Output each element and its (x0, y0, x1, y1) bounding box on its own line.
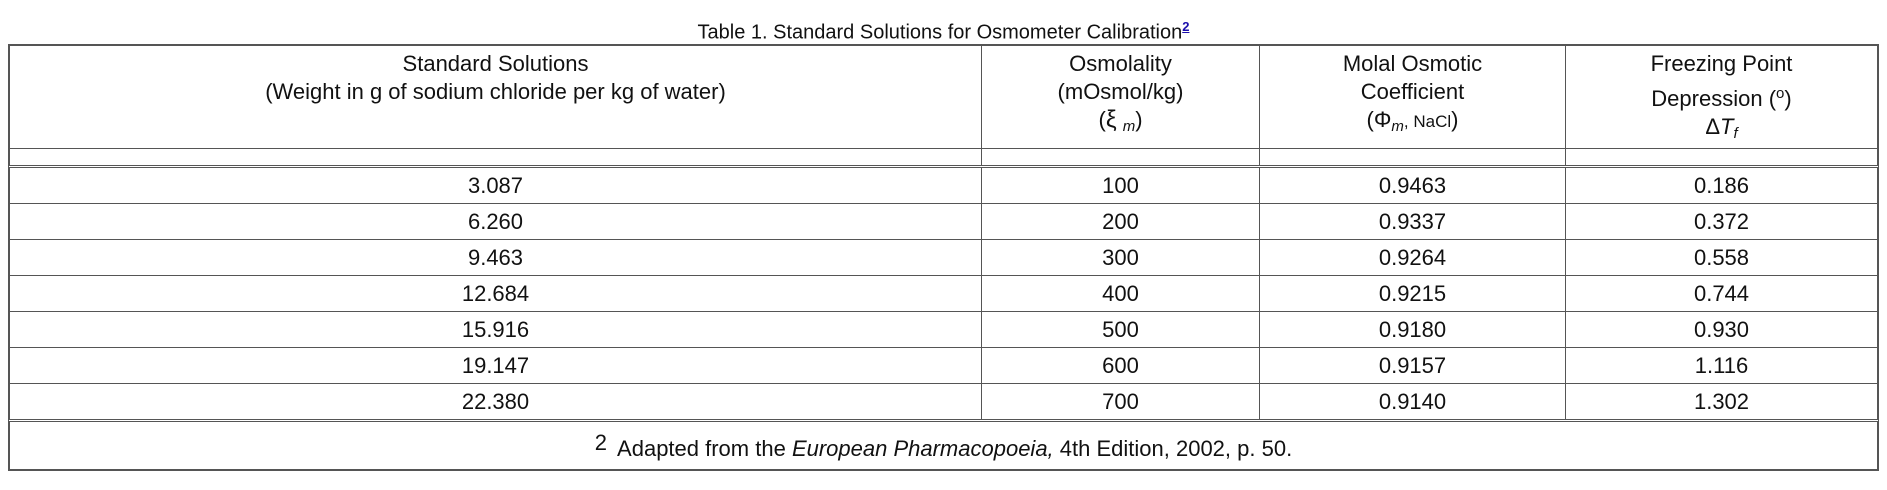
phi-symbol: Φ (1373, 107, 1392, 132)
cell-osmolality: 400 (982, 276, 1260, 312)
footnote-number: 2 (594, 429, 608, 455)
paren-close: ) (1451, 107, 1459, 132)
cell-osmolality: 100 (982, 167, 1260, 204)
xi-symbol: ξ (1105, 106, 1117, 133)
cell-weight: 3.087 (10, 167, 982, 204)
footnote-reference-link[interactable]: 2 (1182, 19, 1190, 34)
subscript-f: f (1733, 125, 1738, 142)
delta-symbol: Δ (1705, 114, 1721, 139)
cell-freezing-point: 0.372 (1566, 204, 1878, 240)
cell-weight: 19.147 (10, 348, 982, 384)
cell-osmolality: 600 (982, 348, 1260, 384)
subscript-m: m (1122, 118, 1136, 135)
cell-freezing-point: 0.744 (1566, 276, 1878, 312)
spacer-cell (10, 149, 982, 167)
subscript-nacl: , NaCl (1403, 112, 1452, 131)
t-symbol: T (1720, 114, 1734, 139)
cell-weight: 6.260 (10, 204, 982, 240)
subscript-m: m (1391, 118, 1404, 135)
cell-coefficient: 0.9337 (1260, 204, 1566, 240)
header-row (10, 46, 1878, 149)
spacer-cell (1260, 149, 1566, 167)
header-freezing-point (1566, 46, 1878, 149)
spacer-cell (982, 149, 1260, 167)
cell-coefficient: 0.9157 (1260, 348, 1566, 384)
paren-open: ( (1366, 107, 1374, 132)
cell-coefficient: 0.9140 (1260, 384, 1566, 421)
calibration-table-container (8, 44, 1879, 471)
footnote-source-title: European Pharmacopoeia, (791, 435, 1054, 461)
paren-open: ( (1098, 107, 1106, 132)
header-col4-line2 (1566, 80, 1877, 113)
header-col4-line1: Freezing Point (1650, 51, 1793, 76)
header-col3-line2: Coefficient (1360, 79, 1465, 104)
spacer-cell (1566, 149, 1878, 167)
cell-weight: 12.684 (10, 276, 982, 312)
footnote-text-post: 4th Edition, 2002, p. 50. (1053, 435, 1293, 461)
cell-osmolality: 200 (982, 204, 1260, 240)
cell-coefficient: 0.9215 (1260, 276, 1566, 312)
table-row (10, 312, 1878, 348)
header-col3-symbol (1260, 106, 1565, 141)
table-caption (0, 14, 1887, 46)
table-row (10, 167, 1878, 204)
paren-close: ) (1784, 86, 1792, 111)
caption-text: Table 1. Standard Solutions for Osmometer Calibration (697, 21, 1183, 44)
table-row (10, 348, 1878, 384)
table-row (10, 384, 1878, 421)
header-spacer-row (10, 149, 1878, 167)
cell-weight: 15.916 (10, 312, 982, 348)
cell-osmolality: 700 (982, 384, 1260, 421)
cell-freezing-point: 1.116 (1566, 348, 1878, 384)
table-row (10, 276, 1878, 312)
cell-osmolality: 500 (982, 312, 1260, 348)
header-col3-line1: Molal Osmotic (1342, 51, 1483, 76)
header-col1-line2: (Weight in g of sodium chloride per kg of water) (265, 79, 726, 104)
cell-coefficient: 0.9463 (1260, 167, 1566, 204)
cell-freezing-point: 0.186 (1566, 167, 1878, 204)
cell-freezing-point: 0.930 (1566, 312, 1878, 348)
header-col2-line2: (mOsmol/kg) (1057, 79, 1184, 104)
depression-label: Depression ( (1651, 86, 1777, 111)
header-col2-symbol (982, 106, 1259, 141)
cell-freezing-point: 0.558 (1566, 240, 1878, 276)
footnote-text-pre: Adapted from the (617, 435, 792, 461)
cell-coefficient: 0.9180 (1260, 312, 1566, 348)
table-row (10, 240, 1878, 276)
cell-weight: 9.463 (10, 240, 982, 276)
cell-osmolality: 300 (982, 240, 1260, 276)
header-osmotic-coefficient (1260, 46, 1566, 149)
paren-close: ) (1135, 107, 1143, 132)
footnote-row (10, 421, 1878, 470)
cell-weight: 22.380 (10, 384, 982, 421)
header-col4-symbol (1566, 113, 1877, 148)
header-col2-line1: Osmolality (1069, 51, 1172, 76)
cell-freezing-point: 1.302 (1566, 384, 1878, 421)
header-standard-solutions (10, 46, 982, 149)
calibration-table (9, 45, 1878, 470)
degree-symbol: o (1776, 85, 1785, 102)
cell-coefficient: 0.9264 (1260, 240, 1566, 276)
table-row (10, 204, 1878, 240)
header-osmolality (982, 46, 1260, 149)
header-col1-line1: Standard Solutions (402, 51, 589, 76)
footnote-cell (10, 421, 1878, 470)
